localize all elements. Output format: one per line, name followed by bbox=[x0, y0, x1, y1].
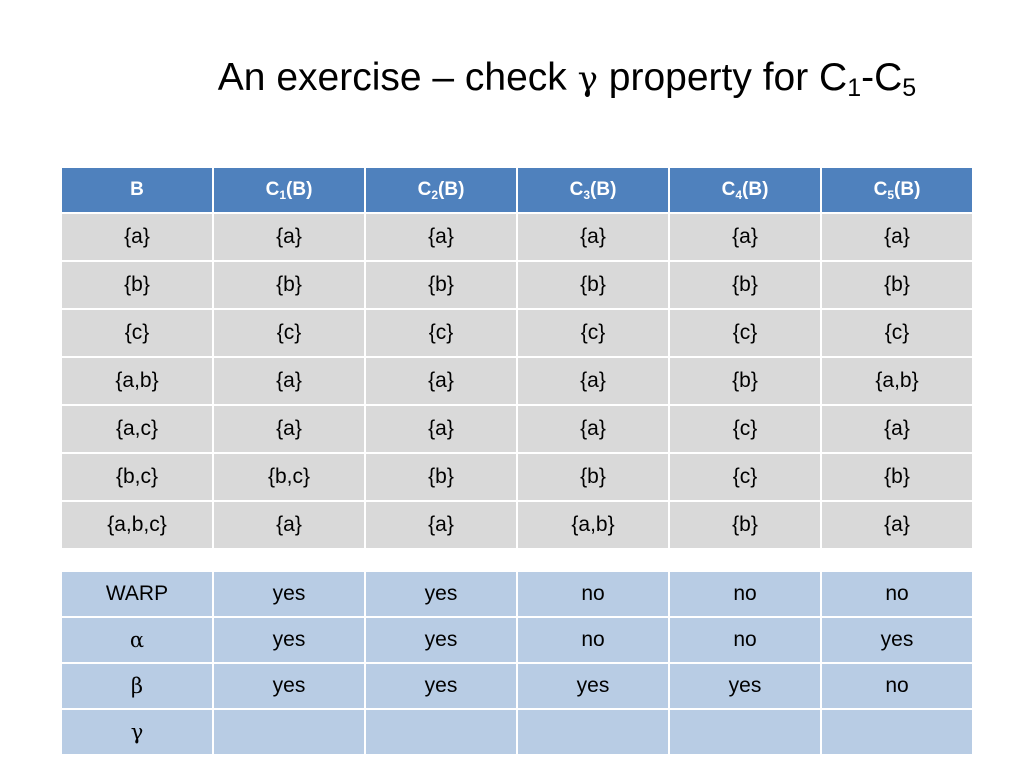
property-row-gamma bbox=[61, 709, 973, 755]
property-value bbox=[669, 709, 821, 755]
property-label: γ bbox=[61, 709, 213, 755]
table-cell: {c} bbox=[669, 405, 821, 453]
table-cell: {b} bbox=[365, 453, 517, 501]
property-row-alpha bbox=[61, 617, 973, 663]
title-middle: property for C bbox=[597, 56, 848, 99]
table-cell: {b,c} bbox=[61, 453, 213, 501]
table-cell: {a} bbox=[669, 213, 821, 261]
header-c2: $C_2(B)$ bbox=[365, 167, 517, 213]
table-cell: {a} bbox=[213, 501, 365, 549]
table-cell: {c} bbox=[365, 309, 517, 357]
table-cell: {a} bbox=[821, 405, 973, 453]
property-label: WARP bbox=[61, 571, 213, 617]
table-cell: {a} bbox=[517, 213, 669, 261]
table-cell: {a,b} bbox=[517, 501, 669, 549]
property-value: yes bbox=[213, 663, 365, 709]
table-row bbox=[61, 405, 973, 453]
table-cell: {c} bbox=[821, 309, 973, 357]
table-cell: {b} bbox=[61, 261, 213, 309]
table-cell: {a} bbox=[213, 405, 365, 453]
table-cell: {c} bbox=[213, 309, 365, 357]
table-cell: {a,c} bbox=[61, 405, 213, 453]
property-value: yes bbox=[365, 617, 517, 663]
table-cell: {b} bbox=[517, 453, 669, 501]
property-value: no bbox=[669, 617, 821, 663]
property-label: β bbox=[61, 663, 213, 709]
table-cell: {b} bbox=[821, 453, 973, 501]
table-cell: {b} bbox=[213, 261, 365, 309]
property-value: yes bbox=[213, 571, 365, 617]
title-sub-1: 1 bbox=[847, 74, 862, 102]
table-cell: {b} bbox=[669, 261, 821, 309]
table-cell: {a} bbox=[213, 213, 365, 261]
property-label: α bbox=[61, 617, 213, 663]
property-value: no bbox=[517, 571, 669, 617]
property-row-beta bbox=[61, 663, 973, 709]
property-value bbox=[213, 709, 365, 755]
properties-table bbox=[60, 570, 974, 756]
property-value: no bbox=[821, 663, 973, 709]
table-cell: {c} bbox=[517, 309, 669, 357]
table-cell: {c} bbox=[669, 309, 821, 357]
header-c1: $C_1(B)$ bbox=[213, 167, 365, 213]
table-cell: {b} bbox=[669, 501, 821, 549]
table-cell: {b,c} bbox=[213, 453, 365, 501]
table-row bbox=[61, 357, 973, 405]
property-value: no bbox=[517, 617, 669, 663]
table-cell: {a} bbox=[365, 501, 517, 549]
title-gamma: γ bbox=[577, 59, 598, 99]
property-value: yes bbox=[213, 617, 365, 663]
table-cell: {a,b} bbox=[821, 357, 973, 405]
header-c5: $C_5(B)$ bbox=[821, 167, 973, 213]
title-dash: -C bbox=[861, 56, 903, 99]
table-cell: {c} bbox=[669, 453, 821, 501]
table-cell: {a,b,c} bbox=[61, 501, 213, 549]
property-value: yes bbox=[821, 617, 973, 663]
table-cell: {b} bbox=[669, 357, 821, 405]
table-row bbox=[61, 261, 973, 309]
table-cell: {a,b} bbox=[61, 357, 213, 405]
table-cell: {a} bbox=[213, 357, 365, 405]
header-b: B bbox=[61, 167, 213, 213]
table-cell: {b} bbox=[821, 261, 973, 309]
table-cell: {b} bbox=[517, 261, 669, 309]
choice-table bbox=[60, 166, 974, 550]
header-c3: $C_3(B)$ bbox=[517, 167, 669, 213]
property-value: yes bbox=[517, 663, 669, 709]
table-cell: {a} bbox=[61, 213, 213, 261]
table-cell: {a} bbox=[365, 213, 517, 261]
table-row bbox=[61, 501, 973, 549]
header-c4: $C_4(B)$ bbox=[669, 167, 821, 213]
property-value: yes bbox=[365, 663, 517, 709]
table-cell: {a} bbox=[517, 405, 669, 453]
table-cell: {c} bbox=[61, 309, 213, 357]
property-value: yes bbox=[365, 571, 517, 617]
property-value: no bbox=[821, 571, 973, 617]
table-cell: {b} bbox=[365, 261, 517, 309]
property-value bbox=[365, 709, 517, 755]
table-cell: {a} bbox=[821, 501, 973, 549]
title-prefix: An exercise – check bbox=[217, 56, 578, 99]
table-row bbox=[61, 453, 973, 501]
table-row bbox=[61, 213, 973, 261]
table-cell: {a} bbox=[517, 357, 669, 405]
table-cell: {a} bbox=[365, 405, 517, 453]
table-row bbox=[61, 309, 973, 357]
property-value bbox=[821, 709, 973, 755]
table-cell: {a} bbox=[365, 357, 517, 405]
property-value: no bbox=[669, 571, 821, 617]
choice-table-header-row bbox=[61, 167, 973, 213]
title-sub-5: 5 bbox=[902, 74, 917, 102]
property-value bbox=[517, 709, 669, 755]
property-value: yes bbox=[669, 663, 821, 709]
table-cell: {a} bbox=[821, 213, 973, 261]
property-row-warp bbox=[61, 571, 973, 617]
slide-title bbox=[0, 56, 1024, 100]
